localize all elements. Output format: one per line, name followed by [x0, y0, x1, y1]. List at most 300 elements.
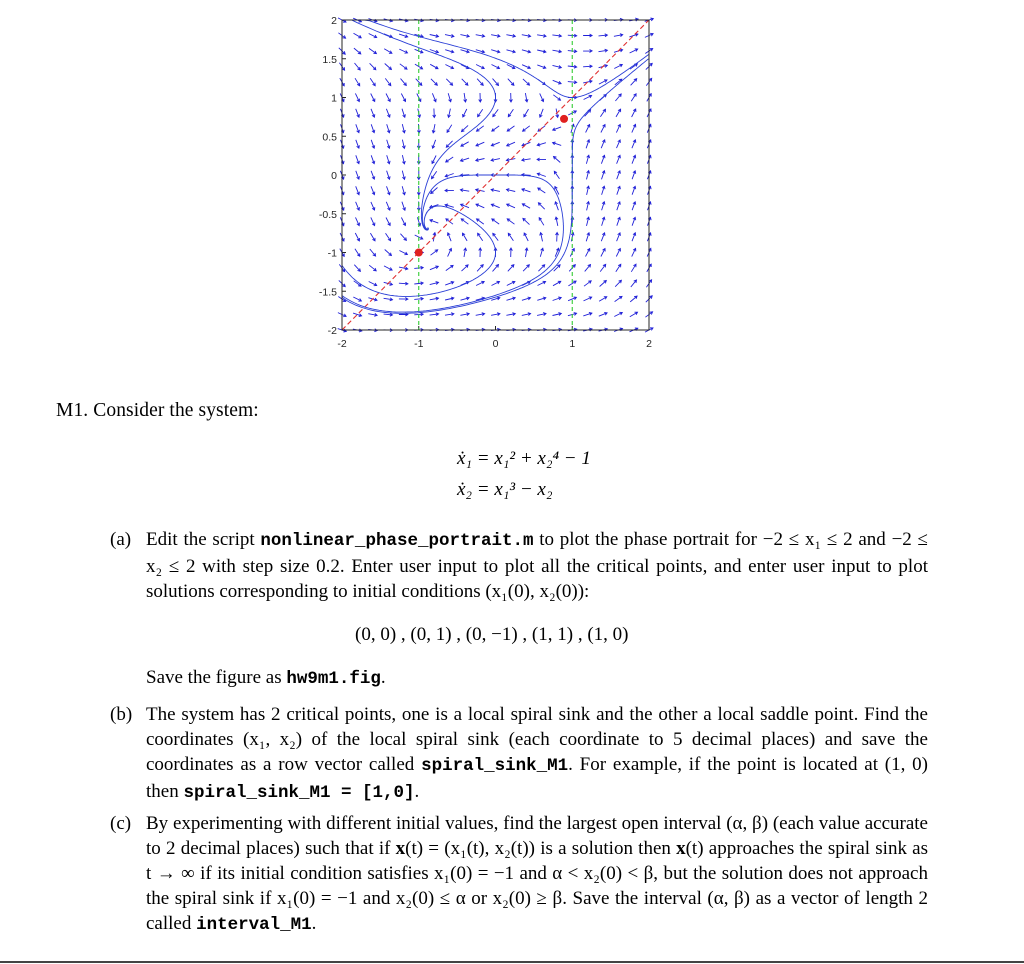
save-filename: hw9m1.fig — [286, 669, 381, 689]
direction-arrow — [508, 109, 513, 116]
direction-arrow — [446, 157, 454, 162]
direction-arrow — [370, 249, 376, 256]
direction-arrow — [432, 124, 435, 133]
direction-arrow — [538, 281, 546, 285]
direction-arrow — [476, 34, 485, 37]
x-tick-label: 0 — [492, 338, 499, 350]
critical-points — [415, 115, 568, 257]
direction-arrow — [522, 158, 531, 161]
direction-arrow — [476, 158, 485, 161]
critical-point-saddle — [415, 249, 423, 257]
direction-arrow — [615, 296, 622, 301]
direction-arrow — [354, 265, 360, 272]
direction-arrow — [632, 186, 636, 194]
direction-arrow — [632, 155, 636, 163]
direction-arrow — [602, 202, 605, 211]
direction-arrow — [507, 297, 516, 300]
direction-arrow — [522, 297, 531, 300]
part-c-text-2: (t) = (x₁(t), x₂(t)) is a solution then — [405, 838, 677, 859]
direction-arrow — [402, 124, 405, 133]
direction-arrow — [432, 140, 436, 148]
direction-arrow — [507, 189, 516, 192]
direction-arrow — [537, 158, 546, 161]
direction-arrow — [555, 217, 558, 226]
direction-arrow — [553, 127, 561, 131]
direction-arrow — [554, 171, 559, 178]
direction-arrow — [537, 50, 546, 53]
direction-arrow — [522, 189, 531, 192]
direction-arrow — [447, 125, 452, 133]
direction-arrow — [430, 313, 439, 316]
direction-arrow — [464, 248, 467, 257]
direction-arrow — [523, 79, 530, 85]
part-b-text — [146, 702, 928, 806]
direction-arrow — [600, 264, 606, 271]
direction-arrow — [522, 204, 530, 208]
direction-arrow — [537, 143, 546, 146]
direction-arrow — [384, 298, 393, 301]
direction-arrow — [371, 109, 375, 117]
direction-arrow — [492, 126, 499, 131]
direction-arrow — [617, 202, 621, 210]
direction-arrow — [387, 155, 390, 164]
direction-arrow — [430, 64, 438, 68]
direction-arrow — [632, 124, 636, 132]
direction-arrow — [632, 109, 636, 117]
y-tick-label: 0.5 — [322, 131, 337, 144]
direction-arrow — [491, 34, 500, 37]
direction-arrow — [432, 93, 436, 101]
direction-arrow — [476, 281, 484, 285]
direction-arrow — [553, 95, 560, 100]
direction-arrow — [509, 93, 512, 102]
part-c-text — [146, 811, 928, 938]
direction-arrow — [600, 281, 607, 287]
direction-arrow — [509, 248, 512, 257]
critical-point-spiral-sink — [560, 115, 568, 123]
direction-arrow — [356, 202, 360, 210]
direction-arrow — [540, 93, 544, 101]
y-tick-label: -1 — [327, 247, 337, 260]
direction-arrow — [445, 281, 454, 285]
direction-arrow — [631, 280, 637, 287]
direction-arrow — [491, 158, 500, 161]
direction-arrow — [402, 171, 405, 180]
direction-arrow — [430, 282, 439, 285]
direction-arrow — [491, 204, 499, 208]
direction-arrow — [537, 297, 546, 300]
direction-arrow — [387, 171, 391, 180]
direction-arrow — [583, 50, 592, 53]
direction-arrow — [506, 313, 515, 316]
direction-arrow — [553, 297, 562, 301]
equation-2: ẋ₂ = x₁³ − x₂ — [457, 479, 553, 500]
direction-arrow — [631, 94, 636, 101]
direction-arrow — [507, 281, 515, 285]
direction-arrow — [445, 50, 454, 53]
part-c-label: (c) — [110, 813, 132, 834]
direction-arrow — [523, 126, 530, 131]
direction-arrow — [477, 219, 484, 224]
direction-arrow — [354, 48, 361, 54]
direction-arrow — [493, 79, 499, 86]
direction-arrow — [524, 233, 528, 241]
direction-arrow — [448, 93, 451, 102]
save-instruction — [146, 667, 386, 689]
direction-arrow — [463, 233, 468, 241]
direction-arrow — [356, 140, 360, 148]
phase-portrait-figure — [300, 5, 680, 360]
direction-arrow — [507, 219, 514, 224]
part-b-text-2: . For example, if the point is located at (1, 0) then — [146, 754, 929, 802]
direction-arrow — [522, 34, 531, 37]
direction-arrow — [445, 189, 454, 192]
direction-arrow — [491, 50, 500, 53]
direction-arrow — [384, 313, 393, 316]
direction-arrow — [492, 65, 500, 69]
direction-arrow — [353, 313, 362, 316]
direction-arrow — [370, 63, 376, 69]
direction-arrow — [555, 202, 559, 210]
direction-arrow — [477, 126, 484, 131]
direction-arrow — [369, 34, 377, 38]
direction-arrow — [371, 186, 375, 194]
direction-arrow — [585, 110, 591, 117]
direction-arrow — [556, 233, 559, 242]
spiral-sink-example: spiral_sink_M1 = [1,0] — [183, 783, 415, 803]
direction-arrow — [601, 125, 605, 133]
direction-arrow — [583, 65, 592, 68]
direction-arrow — [599, 34, 608, 37]
save-suffix: . — [380, 667, 386, 688]
direction-arrow — [430, 297, 439, 300]
direction-arrow — [599, 49, 608, 52]
direction-arrow — [460, 34, 469, 37]
direction-arrow — [446, 79, 452, 85]
y-tick-label: -2 — [327, 325, 337, 337]
direction-arrow — [586, 155, 589, 164]
direction-arrow — [387, 124, 390, 133]
direction-arrow — [386, 94, 390, 102]
x-tick-label: -1 — [414, 338, 424, 350]
part-a-label: (a) — [110, 529, 132, 550]
direction-arrow — [369, 265, 376, 271]
direction-arrow — [632, 171, 636, 179]
direction-arrow — [460, 189, 469, 192]
direction-arrow — [400, 234, 406, 241]
direction-arrow — [554, 157, 561, 163]
direction-arrow — [601, 155, 605, 163]
direction-arrow — [399, 251, 407, 255]
direction-arrow — [615, 94, 621, 101]
part-c-text-3: (t) approaches the spiral sink as t → ∞ if its initial condition satisfies x₁(0) = −1 and α < x₂(0) < β, but the solution does not approach the spiral sink if x₁(0) = −1 and x₂(0) ≤ α or x₂(0) ≥ β. Save the interval (α, β) as a vector of length 2 called — [146, 838, 929, 934]
direction-arrow — [508, 265, 514, 272]
interval-var: interval_M1 — [196, 915, 312, 935]
direction-arrow — [462, 265, 469, 271]
direction-arrow — [632, 140, 636, 148]
direction-arrow — [445, 174, 454, 178]
direction-arrow — [587, 186, 590, 195]
direction-arrow — [522, 313, 531, 316]
direction-arrow — [462, 79, 468, 85]
direction-arrow — [448, 248, 452, 256]
direction-arrow — [478, 233, 483, 240]
direction-arrow — [401, 94, 405, 102]
direction-arrow — [522, 65, 530, 69]
direction-arrow — [601, 233, 605, 241]
direction-arrow — [356, 217, 360, 225]
direction-arrow — [461, 204, 469, 208]
direction-arrow — [431, 79, 437, 85]
direction-arrow — [539, 218, 544, 226]
direction-arrow — [507, 65, 515, 69]
direction-arrow — [402, 109, 405, 118]
direction-arrow — [371, 171, 375, 179]
direction-arrow — [414, 297, 423, 300]
direction-arrow — [552, 34, 561, 37]
direction-arrow — [493, 265, 499, 272]
direction-arrow — [447, 233, 451, 241]
direction-arrow — [493, 233, 498, 240]
direction-arrow — [540, 248, 543, 257]
direction-arrow — [399, 49, 407, 53]
direction-arrow — [538, 265, 544, 271]
direction-arrow — [353, 297, 361, 301]
direction-arrow — [616, 264, 621, 271]
direction-arrow — [476, 142, 484, 146]
direction-arrow — [401, 218, 405, 226]
direction-arrow — [586, 140, 590, 149]
direction-arrow — [385, 250, 392, 256]
direction-arrow — [478, 109, 483, 116]
direction-arrow — [400, 64, 407, 69]
direction-arrow — [522, 142, 530, 146]
x-bold-1: x — [395, 838, 406, 859]
direction-arrow — [461, 50, 470, 53]
direction-arrow — [401, 79, 407, 86]
direction-arrow — [629, 34, 638, 37]
direction-arrow — [585, 265, 591, 272]
direction-arrow — [602, 186, 605, 195]
direction-arrow — [553, 142, 562, 145]
direction-arrow — [491, 313, 500, 316]
direction-arrow — [584, 281, 591, 286]
direction-arrow — [432, 171, 437, 178]
direction-arrow — [356, 124, 360, 132]
direction-arrow — [584, 95, 592, 99]
direction-arrow — [599, 312, 607, 316]
direction-arrow — [583, 313, 592, 316]
direction-arrow — [356, 171, 360, 179]
direction-arrow — [523, 218, 530, 224]
direction-arrow — [630, 312, 638, 317]
direction-arrow — [616, 249, 620, 257]
direction-arrow — [399, 298, 408, 301]
direction-arrow — [399, 267, 408, 270]
direction-arrow — [463, 109, 467, 117]
direction-arrow — [492, 219, 499, 224]
direction-arrow — [371, 217, 375, 225]
direction-arrow — [356, 109, 360, 117]
y-tick-label: -0.5 — [318, 208, 337, 221]
direction-arrow — [617, 155, 621, 163]
direction-arrow — [587, 217, 590, 226]
direction-arrow — [537, 34, 546, 37]
direction-arrow — [493, 109, 498, 116]
direction-arrow — [385, 64, 392, 70]
direction-arrow — [384, 49, 392, 54]
direction-arrow — [617, 233, 621, 241]
direction-arrow — [355, 63, 361, 70]
direction-arrow — [462, 125, 469, 131]
part-b-text-3: . — [414, 781, 420, 802]
trajectory — [364, 20, 649, 98]
problem-heading: M1. Consider the system: — [56, 400, 259, 421]
direction-arrow — [553, 65, 562, 68]
direction-arrow — [602, 217, 605, 226]
direction-arrow — [402, 186, 405, 195]
direction-arrow — [445, 313, 454, 316]
direction-arrow — [477, 265, 483, 272]
direction-arrow — [445, 65, 453, 69]
direction-arrow — [631, 79, 637, 86]
direction-arrow — [386, 218, 390, 226]
direction-arrow — [587, 171, 590, 180]
solution-trajectories — [342, 20, 649, 313]
direction-arrow — [355, 93, 359, 101]
direction-arrow — [477, 79, 483, 86]
x-tick-label: 2 — [646, 338, 652, 350]
part-c — [110, 811, 928, 938]
direction-arrow — [355, 78, 360, 86]
direction-arrow — [430, 35, 439, 38]
part-a — [110, 527, 928, 604]
direction-arrow — [356, 186, 360, 194]
direction-arrow — [355, 233, 359, 241]
direction-arrow — [448, 109, 451, 118]
spiral-sink-var: spiral_sink_M1 — [421, 756, 569, 776]
direction-arrow — [387, 186, 391, 194]
direction-arrow — [430, 219, 438, 223]
direction-arrow — [399, 34, 408, 37]
direction-arrow — [432, 156, 436, 164]
direction-arrow — [386, 109, 390, 117]
direction-arrow — [402, 155, 405, 164]
direction-arrow — [616, 124, 620, 132]
direction-arrow — [614, 312, 622, 316]
direction-arrow — [355, 249, 360, 256]
part-c-text-1: By experimenting with different initial values, find the largest open interval (α, β) (each value accurate to 2 decimal places) such that if — [146, 813, 928, 859]
direction-arrow — [506, 34, 515, 37]
part-b-label: (b) — [110, 704, 133, 725]
direction-arrow — [523, 265, 529, 271]
direction-arrow — [507, 126, 514, 131]
direction-arrow — [540, 233, 543, 242]
direction-arrow — [508, 233, 513, 240]
y-tick-label: 0 — [331, 170, 337, 182]
direction-arrow — [461, 142, 469, 146]
initial-conditions: (0, 0) , (0, 1) , (0, −1) , (1, 1) , (1, 0) — [355, 624, 629, 645]
direction-arrow — [430, 266, 438, 270]
direction-arrow — [586, 233, 589, 242]
direction-arrow — [369, 48, 376, 53]
direction-arrow — [371, 94, 375, 102]
script-name: nonlinear_phase_portrait.m — [260, 531, 534, 551]
save-prefix: Save the figure as — [146, 667, 287, 688]
direction-arrow — [508, 79, 514, 86]
direction-arrow — [491, 189, 500, 192]
direction-arrow — [399, 282, 408, 285]
direction-arrow — [522, 50, 531, 53]
direction-arrow — [524, 109, 529, 117]
part-a-text — [146, 527, 928, 604]
direction-arrow — [553, 50, 562, 53]
direction-arrow — [537, 65, 546, 69]
direction-arrow — [433, 109, 436, 118]
direction-arrow — [617, 140, 621, 148]
direction-arrow — [371, 202, 375, 210]
direction-arrow — [587, 202, 590, 211]
direction-arrow — [386, 202, 390, 210]
direction-arrow — [586, 249, 590, 257]
part-a-text-2: to plot the phase portrait for −2 ≤ x₁ ≤ 2 and −2 ≤ x₂ ≤ 2 with step size 0.2. Enter user input to plot all the critical points, and enter user input to plot solutions corresponding to initial conditions (x₁(0), x₂(0)): — [146, 529, 928, 602]
part-a-text-1: Edit the script — [146, 529, 261, 550]
direction-arrow — [617, 186, 621, 194]
direction-arrow — [632, 248, 636, 256]
bottom-rule — [0, 961, 1024, 963]
x-bold-2: x — [676, 838, 686, 859]
direction-arrow — [600, 109, 605, 116]
y-tick-label: 1 — [331, 92, 337, 105]
direction-arrow — [538, 203, 544, 209]
y-tick-label: -1.5 — [318, 286, 337, 299]
direction-arrow — [553, 281, 561, 285]
direction-arrow — [370, 78, 375, 85]
y-tick-label: 2 — [331, 15, 337, 27]
direction-arrow — [371, 155, 375, 163]
direction-arrow — [491, 142, 499, 146]
direction-arrow — [630, 49, 638, 53]
direction-arrow — [461, 219, 468, 224]
direction-arrow — [525, 93, 528, 102]
part-c-text-4: . — [311, 913, 317, 934]
direction-arrow — [617, 171, 621, 179]
direction-arrow — [599, 80, 607, 84]
direction-arrow — [632, 202, 636, 210]
direction-arrow — [616, 109, 621, 117]
direction-arrow — [617, 217, 621, 225]
direction-arrow — [445, 297, 454, 300]
direction-arrow — [370, 233, 375, 241]
direction-arrow — [368, 313, 377, 316]
direction-arrow — [479, 248, 482, 257]
direction-arrow — [354, 33, 362, 38]
x-tick-label: 1 — [569, 338, 576, 350]
direction-arrow — [540, 109, 544, 117]
direction-arrow — [402, 202, 406, 211]
direction-arrow — [601, 140, 605, 148]
direction-arrow — [601, 249, 605, 257]
y-tick-label: 1.5 — [322, 53, 337, 66]
direction-arrow — [464, 93, 467, 102]
direction-arrow — [461, 158, 470, 161]
direction-arrow — [599, 297, 607, 302]
direction-arrow — [384, 266, 392, 270]
direction-arrow — [553, 80, 561, 84]
direction-arrow — [445, 34, 454, 37]
direction-arrow — [630, 296, 637, 302]
direction-arrow — [492, 281, 500, 285]
